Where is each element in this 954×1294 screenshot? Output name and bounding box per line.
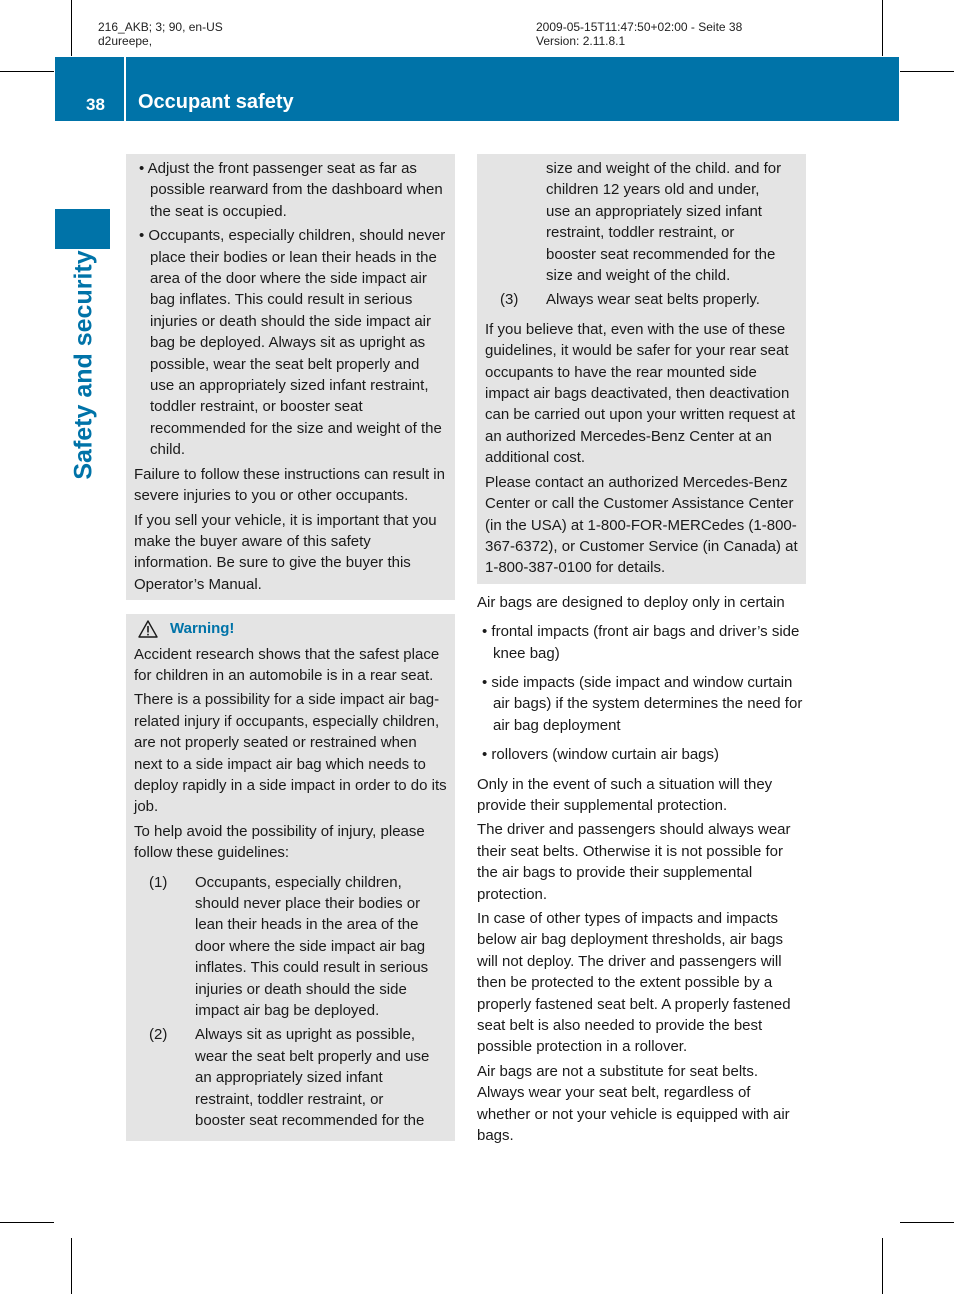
paragraph: Air bags are designed to deploy only in certain [477,593,785,611]
right-column [477,154,806,1149]
item-text: Always wear seat belts properly. [546,291,760,309]
paragraph: The driver and passengers should always wear their seat belts. Otherwise it is not possible for the air bags to provide their supplemental protection. [477,821,791,903]
numbered-item [134,1024,447,1131]
numbered-item [134,872,447,1022]
paragraph: There is a possibility for a side impact air bag-related injury if occupants, especially children, are not properly seated or restrained when next to a side impact air bag which needs to deploy rapidly in a side impact in order to do its job. [134,691,447,816]
bullet-item: • Adjust the front passenger seat as far as possible rearward from the dashboard when the seat is occupied. [139,160,443,220]
paragraph: Air bags are not a substitute for seat belts. Always wear your seat belt, regardless of whether or not your vehicle is equipped with air bags. [477,1062,790,1145]
bullet-item: • Occupants, especially children, should never place their bodies or lean their heads in the area of the door where the side impact air bag inflates. This could result in serious injuries or death should the side impact air bag be deployed. Always sit as upright as possible, wear the seat belt properly and use an appropriately sized infant restraint, toddler restraint, or booster seat recommended for the size and weight of the child. [139,227,446,459]
print-meta-left [98,20,223,48]
header-divider [124,57,126,121]
item-text-continued: size and weight of the child. and for children 12 years old and under, use an appropriately sized infant restraint, toddler restraint, or booster seat recommended for the size and weight of the child. [546,160,782,285]
warning-heading [134,618,447,639]
warning-title: Warning! [170,620,235,638]
print-meta-line: 2009-05-15T11:47:50+02:00 - Seite 38 [536,20,743,34]
warning-triangle-icon [138,620,158,638]
safety-instructions-box [126,154,455,600]
warning-box [126,614,455,1141]
bullet-item: • side impacts (side impact and window curtain air bags) if the system determines the need for air bag deployment [482,673,803,734]
item-number: (3) [500,291,519,309]
item-text: Always sit as upright as possible, wear the seat belt properly and use an appropriately sized infant restraint, toddler restraint, or booster seat recommended for the [195,1026,430,1130]
crop-mark [0,1222,54,1223]
crop-mark [882,0,883,56]
crop-mark [0,71,54,72]
paragraph: Accident research shows that the safest place for children in an automobile is in a rear seat. [134,645,440,684]
print-meta-line: Version: 2.11.8.1 [536,34,626,48]
section-title: Occupant safety [138,91,294,113]
crop-mark [900,71,954,72]
bullet-item: • rollovers (window curtain air bags) [482,746,720,764]
crop-mark [71,1238,72,1294]
left-column [126,154,455,1141]
bullet-item: • frontal impacts (front air bags and driver’s side knee bag) [482,623,800,662]
item-number: (1) [149,873,168,891]
crop-mark [900,1222,954,1223]
paragraph: Only in the event of such a situation will they provide their supplemental protection. [477,775,773,814]
item-number: (2) [149,1026,168,1044]
crop-mark [882,1238,883,1294]
side-tab-label: Safety and security [69,250,98,480]
paragraph: Failure to follow these instructions can result in severe injuries to you or other occupants. [134,465,445,505]
warning-box-continued [477,154,806,584]
paragraph: In case of other types of impacts and impacts below air bag deployment thresholds, air bags will not deploy. The driver and passengers will then be protected to the extent possible by a properly fastened seat belt. A properly fastened seat belt is also needed to provide the best possible protection in a rollover. [477,910,791,1056]
paragraph: Please contact an authorized Mercedes-Benz Center or call the Customer Assistance Center (in the USA) at 1-800-FOR-MERCedes (1-800-367-6372), or Customer Service (in Canada) at 1-800-387-0100 for details. [485,473,798,577]
paragraph: If you believe that, even with the use of these guidelines, it would be safer for your rear seat occupants to have the rear mounted side impact air bags deactivated, then deactivation can be carried out upon your written request at an authorized Mercedes-Benz Center at an additional cost. [485,320,796,467]
paragraph: If you sell your vehicle, it is important that you make the buyer aware of this safety information. Be sure to give the buyer this Operator’s Manual. [134,511,437,593]
print-meta-line: 216_AKB; 3; 90, en-US [98,20,223,34]
item-text: Occupants, especially children, should never place their bodies or lean their heads in the area of the door where the side impact air bag inflates. This could result in serious injuries or death should the side impact air bag be deployed. [195,873,429,1020]
paragraph: To help avoid the possibility of injury, please follow these guidelines: [134,822,425,862]
numbered-item [485,289,798,310]
print-meta-line: d2ureepe, [98,34,153,48]
print-meta-right [536,20,742,48]
crop-mark [71,0,72,56]
page-number: 38 [86,95,105,114]
side-tab-marker [55,209,110,249]
